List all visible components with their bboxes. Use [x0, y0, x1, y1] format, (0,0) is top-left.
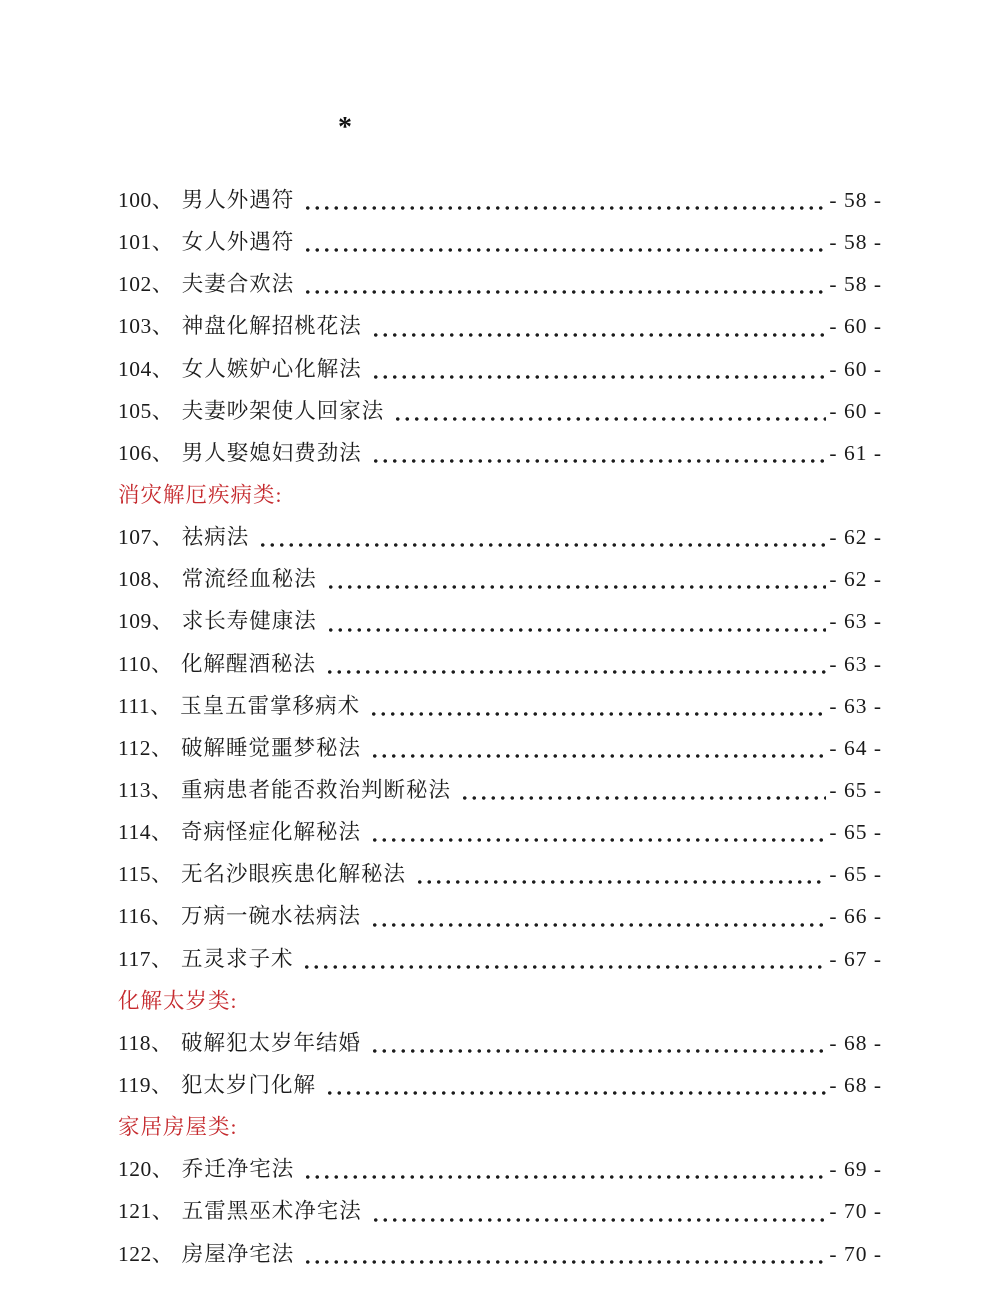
entry-title: 房屋净宅法 — [181, 1241, 295, 1266]
entry-number: 118、 — [118, 1030, 173, 1055]
dot-leader — [371, 305, 827, 347]
entry-title: 常流经血秘法 — [181, 567, 317, 592]
dot-leader — [393, 390, 826, 432]
toc-entry-row — [118, 727, 882, 769]
dot-leader — [369, 685, 826, 727]
entry-number: 112、 — [118, 735, 173, 760]
dot-leader — [326, 600, 827, 642]
entry-number: 105、 — [118, 398, 174, 423]
entry-number: 116、 — [118, 904, 173, 929]
toc-entry-row — [118, 643, 882, 685]
entry-title: 破解犯太岁年结婚 — [180, 1030, 361, 1055]
entry-title: 男人外遇符 — [181, 188, 295, 212]
entry-number: 102、 — [118, 272, 174, 297]
entry-number: 115、 — [118, 862, 173, 887]
entry-page-number: - 65 - — [829, 777, 882, 802]
toc-entry-row — [118, 938, 882, 980]
entry-page-number: - 69 - — [829, 1157, 882, 1182]
toc-entry-row — [118, 895, 882, 937]
section-label: 消灾解厄疾病类: — [118, 482, 283, 507]
toc-entry-row — [118, 179, 882, 221]
entry-title: 女人外遇符 — [181, 230, 295, 255]
dot-leader — [371, 348, 827, 390]
entry-number: 101、 — [118, 230, 174, 255]
toc-entry-row — [118, 516, 882, 558]
toc-entry-row — [118, 600, 882, 642]
entry-title: 破解睡觉噩梦秘法 — [180, 735, 361, 760]
toc-entry-row — [118, 769, 882, 811]
entry-title: 万病一碗水祛病法 — [180, 904, 361, 929]
entry-number: 110、 — [118, 651, 173, 676]
entry-title: 夫妻合欢法 — [181, 272, 295, 297]
entry-title: 重病患者能否救治判断秘法 — [180, 777, 451, 802]
entry-title: 玉皇五雷掌移病术 — [180, 693, 361, 718]
toc-entry-row — [118, 1148, 882, 1190]
entry-number: 119、 — [118, 1072, 173, 1097]
entry-number: 122、 — [118, 1241, 174, 1266]
entry-page-number: - 58 - — [829, 188, 882, 212]
entry-number: 108、 — [118, 567, 174, 592]
dot-leader — [415, 853, 826, 895]
entry-number: 113、 — [118, 777, 173, 802]
toc-section-header — [118, 980, 882, 1022]
entry-page-number: - 63 - — [829, 693, 882, 718]
dot-leader — [370, 895, 826, 937]
dot-leader — [325, 643, 826, 685]
toc-entry-row — [118, 1233, 882, 1275]
entry-title: 乔迁净宅法 — [181, 1157, 295, 1182]
entry-page-number: - 70 - — [829, 1241, 882, 1266]
toc-section-header — [118, 1106, 882, 1148]
entry-title: 奇病怪症化解秘法 — [180, 820, 361, 845]
toc-entry-row — [118, 1064, 882, 1106]
entry-page-number: - 63 - — [829, 651, 882, 676]
entry-page-number: - 62 - — [829, 525, 882, 550]
entry-number: 109、 — [118, 609, 174, 634]
entry-title: 求长寿健康法 — [181, 609, 317, 634]
toc-entry-row — [118, 811, 882, 853]
toc-entry-row — [118, 305, 882, 347]
dot-leader — [303, 263, 826, 305]
entry-page-number: - 61 - — [829, 440, 882, 465]
entry-title: 无名沙眼疾患化解秘法 — [180, 862, 406, 887]
entry-number: 104、 — [118, 356, 174, 381]
entry-number: 120、 — [118, 1157, 174, 1182]
entry-page-number: - 64 - — [829, 735, 882, 760]
section-label: 家居房屋类: — [118, 1115, 238, 1140]
entry-page-number: - 58 - — [829, 230, 882, 255]
entry-page-number: - 70 - — [829, 1199, 882, 1224]
dot-leader — [303, 179, 826, 221]
asterisk-mark: * — [338, 112, 352, 143]
dot-leader — [370, 811, 826, 853]
entry-number: 100、 — [118, 188, 174, 212]
toc-entry-row — [118, 221, 882, 263]
entry-title: 夫妻吵架使人回家法 — [181, 398, 385, 423]
dot-leader — [371, 432, 827, 474]
entry-title: 五雷黑巫术净宅法 — [181, 1199, 362, 1224]
toc-entry-row — [118, 432, 882, 474]
entry-page-number: - 60 - — [829, 314, 882, 339]
toc-list — [118, 179, 882, 1275]
toc-entry-row — [118, 390, 882, 432]
entry-title: 神盘化解招桃花法 — [181, 314, 362, 339]
dot-leader — [303, 1233, 826, 1275]
toc-entry-row — [118, 558, 882, 600]
entry-number: 103、 — [118, 314, 174, 339]
entry-number: 117、 — [118, 946, 173, 971]
entry-title: 男人娶媳妇费劲法 — [181, 440, 362, 465]
entry-page-number: - 63 - — [829, 609, 882, 634]
entry-number: 114、 — [118, 820, 173, 845]
dot-leader — [370, 727, 826, 769]
toc-entry-row — [118, 1022, 882, 1064]
toc-entry-row — [118, 853, 882, 895]
entry-page-number: - 68 - — [829, 1030, 882, 1055]
section-label: 化解太岁类: — [118, 988, 238, 1013]
entry-title: 女人嫉妒心化解法 — [181, 356, 362, 381]
dot-leader — [326, 558, 827, 600]
entry-number: 107、 — [118, 525, 174, 550]
toc-entry-row — [118, 263, 882, 305]
entry-number: 121、 — [118, 1199, 174, 1224]
dot-leader — [460, 769, 826, 811]
entry-page-number: - 66 - — [829, 904, 882, 929]
toc-entry-row — [118, 1190, 882, 1232]
dot-leader — [370, 1022, 826, 1064]
entry-title: 五灵求子术 — [180, 946, 294, 971]
entry-page-number: - 65 - — [829, 862, 882, 887]
entry-page-number: - 68 - — [829, 1072, 882, 1097]
entry-page-number: - 60 - — [829, 398, 882, 423]
entry-title: 犯太岁门化解 — [180, 1072, 316, 1097]
entry-title: 化解醒酒秘法 — [180, 651, 316, 676]
entry-page-number: - 62 - — [829, 567, 882, 592]
entry-page-number: - 67 - — [829, 946, 882, 971]
entry-number: 106、 — [118, 440, 174, 465]
entry-page-number: - 65 - — [829, 820, 882, 845]
entry-page-number: - 60 - — [829, 356, 882, 381]
dot-leader — [371, 1190, 827, 1232]
dot-leader — [303, 221, 826, 263]
dot-leader — [302, 938, 826, 980]
dot-leader — [258, 516, 826, 558]
toc-entry-row — [118, 685, 882, 727]
toc-section-header — [118, 474, 882, 516]
entry-title: 祛病法 — [181, 525, 250, 550]
toc-entry-row — [118, 348, 882, 390]
entry-number: 111、 — [118, 693, 173, 718]
dot-leader — [325, 1064, 826, 1106]
entry-page-number: - 58 - — [829, 272, 882, 297]
dot-leader — [303, 1148, 826, 1190]
